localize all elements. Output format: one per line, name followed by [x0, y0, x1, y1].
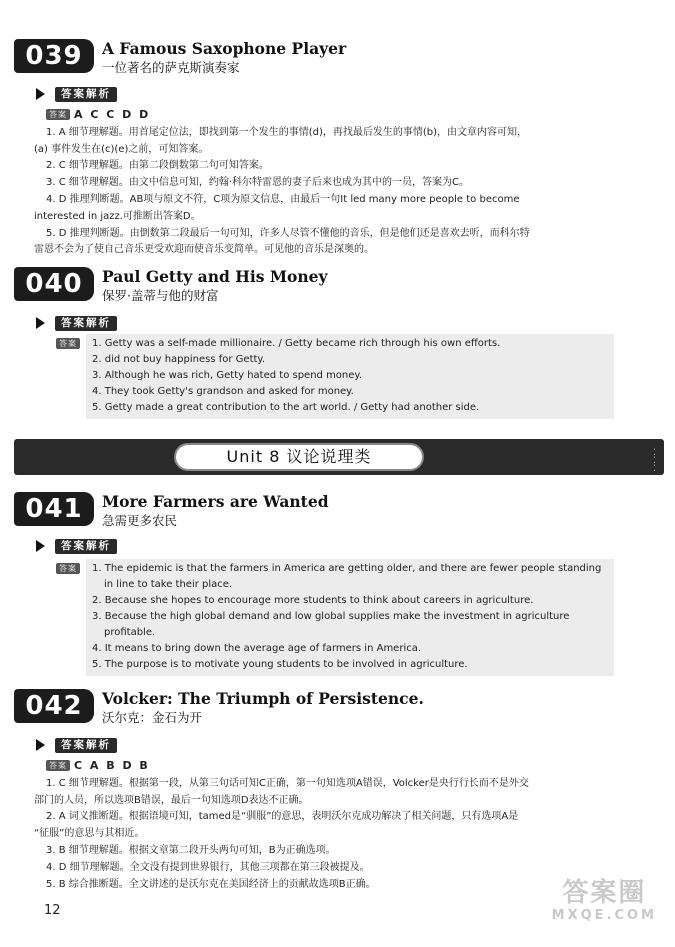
explanation-line: 部门的人员，所以选项B错误，最后一句知选项D表达不正确。: [34, 794, 309, 806]
answer-label: 答案解析: [55, 738, 117, 753]
answer-label: 答案解析: [55, 316, 117, 331]
explanation-line: 5. D 推理判断题。由倒数第二段最后一句可知，许多人尽管不懂他的音乐，但是他们还是喜欢去听，而科尔特: [46, 227, 530, 239]
answer-line: 3. Because the high global demand and low global supplies make the investment in agriculture profitable.: [92, 611, 570, 638]
answer-line: 1. Getty was a self-made millionaire. / Getty became rich through his own efforts.: [92, 338, 501, 349]
section-number: 040: [14, 267, 94, 301]
explanation-line: 雷恩不会为了使自己音乐更受欢迎而使音乐变简单。可见他的音乐是深奥的。: [34, 244, 374, 256]
triangle-arrow-icon: [36, 88, 45, 100]
triangle-arrow-icon: [36, 739, 45, 751]
answer-header-039: [36, 86, 117, 102]
section-title-zh: 急需更多农民: [102, 513, 178, 528]
watermark-logo: [552, 878, 657, 924]
explanation-line: (a) 事件发生在(c)(e)之前，可知答案。: [34, 143, 209, 155]
explanation-042: [34, 758, 624, 893]
answer-line: 3. Although he was rich, Getty hated to spend money.: [92, 370, 363, 381]
answer-header-040: [36, 315, 117, 331]
section-number: 042: [14, 689, 94, 723]
answer-line: 1. The epidemic is that the farmers in America are getting older, and there are fewer people standing in line to take their place.: [92, 563, 602, 590]
answer-line: 4. They took Getty's grandson and asked for money.: [92, 386, 354, 397]
answer-letters: A C C D D: [74, 108, 151, 121]
answer-key-tag: 答案: [46, 109, 70, 120]
section-title-en: Volcker: The Triumph of Persistence.: [102, 689, 424, 708]
explanation-line: 3. B 细节理解题。根据文章第二段开头两句可知，B为正确选项。: [46, 844, 336, 856]
answer-line: 5. Getty made a great contribution to the art world. / Getty had another side.: [92, 402, 480, 413]
answer-line: 2. Because she hopes to encourage more students to think about careers in agriculture.: [92, 595, 534, 606]
section-title-zh: 一位著名的萨克斯演奏家: [102, 60, 240, 75]
answer-header-042: [36, 737, 117, 753]
explanation-line: 1. A 细节理解题。用首尾定位法，即找到第一个发生的事情(d)，再找最后发生的事情(b)，由文章内容可知，: [46, 126, 528, 138]
decorative-dots: ⁚ ⁚ ⁚: [653, 448, 656, 474]
unit-banner: [14, 439, 664, 475]
triangle-arrow-icon: [36, 317, 45, 329]
answer-box-040: [59, 334, 614, 419]
answer-key-tag: 答案: [56, 338, 80, 349]
answer-label: 答案解析: [55, 539, 117, 554]
explanation-line: 4. D 推理判断题。AB项与原文不符，C项为原文信息，由最后一句It led many more people to become: [46, 193, 520, 205]
triangle-arrow-icon: [36, 540, 45, 552]
section-title-en: A Famous Saxophone Player: [102, 39, 347, 58]
section-title-en: Paul Getty and His Money: [102, 267, 328, 286]
answer-key-tag: 答案: [46, 760, 70, 771]
answer-label: 答案解析: [55, 87, 117, 102]
explanation-line: 4. D 细节理解题。全文没有提到世界银行，其他三项都在第三段被提及。: [46, 861, 370, 873]
watermark-text: 答案圈: [562, 878, 647, 908]
explanation-line: “征服”的意思与其相近。: [34, 828, 145, 840]
explanation-line: 1. C 细节理解题。根据第一段，从第三句话可知C正确，第一句知选项A错误，Volcker是央行行长而不是外交: [46, 777, 529, 789]
answer-line: 4. It means to bring down the average age of farmers in America.: [92, 643, 422, 654]
answer-key-tag: 答案: [56, 563, 80, 574]
answer-letters: C A B D B: [74, 759, 150, 772]
section-title-zh: 保罗·盖蒂与他的财富: [102, 288, 219, 303]
section-number: 041: [14, 492, 94, 526]
answer-box-041: [59, 559, 614, 676]
explanation-039: [34, 107, 624, 259]
explanation-line: 2. C 细节理解题。由第二段倒数第二句可知答案。: [46, 160, 269, 172]
explanation-line: 2. A 词义推断题。根据语境可知，tamed是“驯服”的意思，表明沃尔克成功解决了相关问题，只有选项A是: [46, 811, 519, 823]
page-number: 12: [44, 903, 61, 918]
answer-header-041: [36, 538, 117, 554]
section-number: 039: [14, 39, 94, 73]
unit-title: Unit 8 议论说理类: [174, 443, 424, 471]
answer-line: 2. did not buy happiness for Getty.: [92, 354, 266, 365]
explanation-line: 3. C 细节理解题。由文中信息可知，约翰·科尔特雷恩的妻子后来也成为其中的一员，答案为C。: [46, 177, 470, 189]
watermark-url: MXQE.COM: [551, 908, 657, 923]
section-title-zh: 沃尔克：金石为开: [102, 710, 203, 725]
explanation-line: 5. B 综合推断题。全文讲述的是沃尔克在美国经济上的贡献故选项B正确。: [46, 878, 376, 890]
answer-line: 5. The purpose is to motivate young students to be involved in agriculture.: [92, 659, 468, 670]
section-title-en: More Farmers are Wanted: [102, 492, 329, 511]
explanation-line: interested in jazz.可推断出答案D。: [34, 210, 201, 222]
